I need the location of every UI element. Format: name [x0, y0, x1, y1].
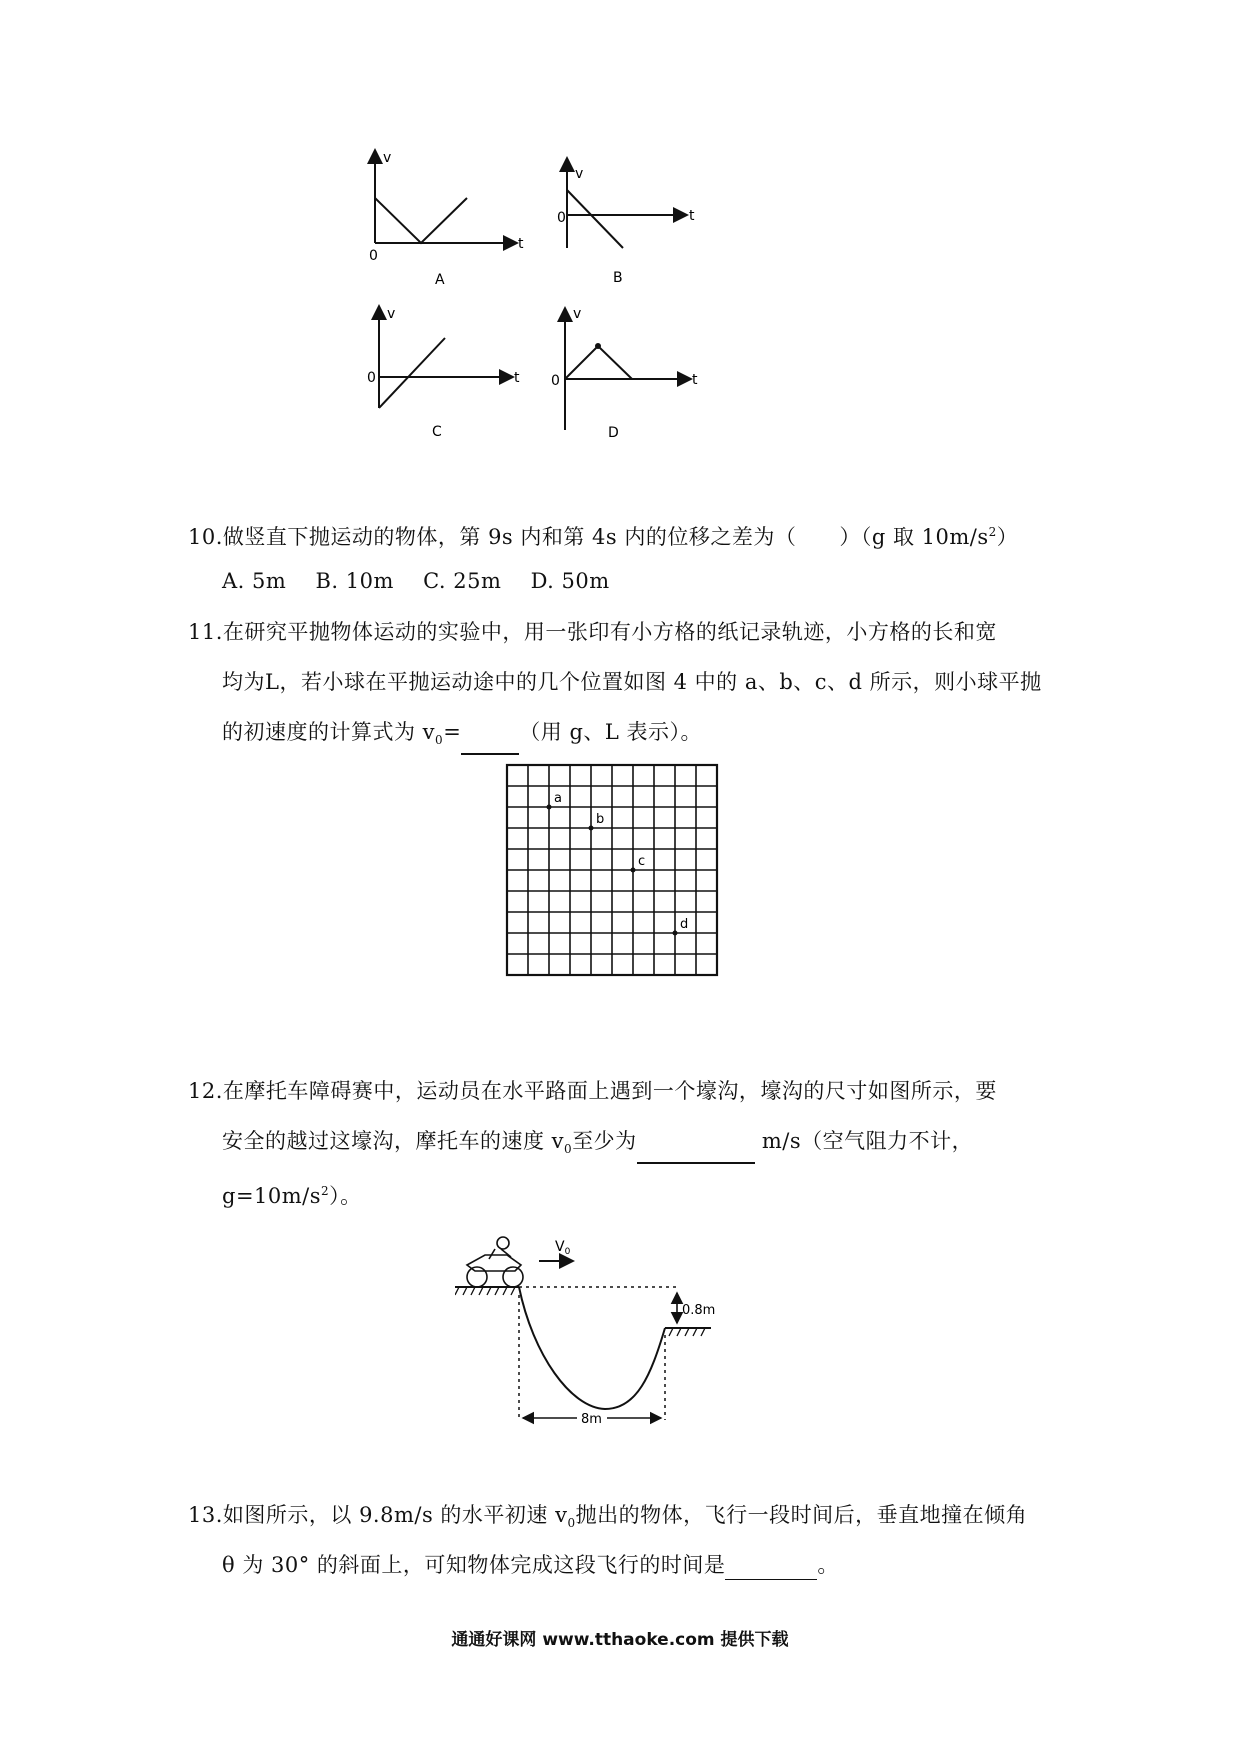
right-ground-hatch [669, 1328, 705, 1336]
ditch-figure [455, 1225, 805, 1440]
q10-options [222, 566, 632, 596]
q11-answer-blank[interactable] [461, 731, 519, 755]
trajectory-point-label: d [680, 917, 689, 932]
panel-a-caption: A [435, 272, 445, 288]
graph-panel-b [567, 158, 687, 248]
panel-a-origin: 0 [369, 248, 378, 264]
panel-c-xlabel: t [514, 370, 520, 386]
trajectory-point-label: a [554, 791, 562, 806]
panel-d-ylabel: v [573, 306, 582, 322]
q11-line2: 均为L，若小球在平抛运动途中的几个位置如图 4 中的 a、b、c、d 所示，则小球平抛 [222, 670, 1042, 694]
trajectory-grid-figure [505, 763, 745, 1007]
panel-c-ylabel: v [387, 306, 396, 322]
q10-stem [188, 517, 1018, 552]
q13-answer-blank[interactable] [725, 1557, 817, 1580]
q13-line2 [222, 1550, 839, 1580]
ditch-curve [519, 1287, 665, 1409]
trajectory-point-c [631, 868, 636, 873]
grid-lines [507, 765, 717, 975]
grid-points [547, 791, 689, 936]
q12-line3-post: ）。 [329, 1184, 362, 1208]
width-label: 8m [581, 1412, 602, 1427]
trajectory-point-a [547, 805, 552, 810]
q12-line2-mid: 至少为 [572, 1129, 637, 1153]
panel-b-caption: B [613, 270, 623, 286]
trajectory-point-label: c [638, 854, 646, 869]
q12-answer-blank[interactable] [637, 1140, 755, 1164]
q13-line2-pre: θ 为 30° 的斜面上，可知物体完成这段飞行的时间是 [222, 1553, 726, 1577]
q12-line2-sub: 0 [564, 1142, 573, 1157]
q10-option-d[interactable]: D. 50m [530, 569, 610, 593]
q13-line1-post: 抛出的物体，飞行一段时间后，垂直地撞在倾角 [575, 1503, 1028, 1527]
panel-d-xlabel: t [692, 372, 698, 388]
panel-a-ylabel: v [383, 150, 392, 166]
page-footer: 通通好课网 www.tthaoke.com 提供下载 [451, 1630, 789, 1650]
trajectory-point-label: b [596, 812, 605, 827]
panel-c-caption: C [432, 424, 442, 440]
q11-line3-post: （用 g、L 表示）。 [519, 720, 703, 744]
q12-line3 [222, 1176, 362, 1211]
q10-option-b[interactable]: B. 10m [315, 569, 394, 593]
q11-line3-pre: 的初速度的计算式为 v [222, 720, 436, 744]
q11-line1: 11.在研究平抛物体运动的实验中，用一张印有小方格的纸记录轨迹，小方格的长和宽 [188, 620, 997, 644]
q12-line2 [222, 1126, 973, 1164]
trajectory-point-b [589, 826, 594, 831]
q12-line1: 12.在摩托车障碍赛中，运动员在水平路面上遇到一个壕沟，壕沟的尺寸如图所示，要 [188, 1079, 997, 1103]
panel-a-xlabel: t [518, 236, 524, 252]
q12-line2-pre: 安全的越过这壕沟，摩托车的速度 v [222, 1129, 565, 1153]
q13-line2-post: 。 [817, 1553, 839, 1577]
graph-panel-c [379, 306, 513, 408]
q12-line2-post: m/s（空气阻力不计， [754, 1129, 974, 1153]
q10-stem-text: 10.做竖直下抛运动的物体，第 9s 内和第 4s 内的位移之差为（ ）（g 取 10m/s [188, 525, 989, 549]
panel-b-xlabel: t [689, 208, 695, 224]
panel-b-origin: 0 [557, 210, 566, 226]
q12-line3-pre: g=10m/s [222, 1184, 322, 1208]
vt-graphs-figure [355, 140, 725, 460]
graph-panel-a [375, 150, 517, 243]
panel-c-origin: 0 [367, 370, 376, 386]
q12-line3-sup: 2 [321, 1184, 330, 1198]
q13-line1-sub: 0 [567, 1516, 576, 1531]
trajectory-point-d [673, 931, 678, 936]
left-ground-hatch [455, 1287, 515, 1295]
height-label: 0.8m [682, 1303, 716, 1318]
q10-sup: 2 [988, 525, 997, 539]
q11-line3 [222, 717, 702, 755]
q11-line3-eq: = [443, 720, 462, 744]
panel-d-caption: D [608, 425, 619, 441]
velocity-label: $V_0$ [555, 1239, 571, 1257]
q13-line1-pre: 13.如图所示，以 9.8m/s 的水平初速 v [188, 1503, 568, 1527]
graph-panel-d [565, 308, 691, 430]
q10-option-a[interactable]: A. 5m [222, 569, 287, 593]
panel-d-origin: 0 [551, 373, 560, 389]
q13-line1 [188, 1500, 1027, 1538]
panel-b-ylabel: v [575, 166, 584, 182]
q11-line3-sub: 0 [435, 733, 444, 748]
q10-close: ） [996, 525, 1019, 549]
motorcycle-icon [467, 1237, 523, 1287]
q10-option-c[interactable]: C. 25m [423, 569, 502, 593]
